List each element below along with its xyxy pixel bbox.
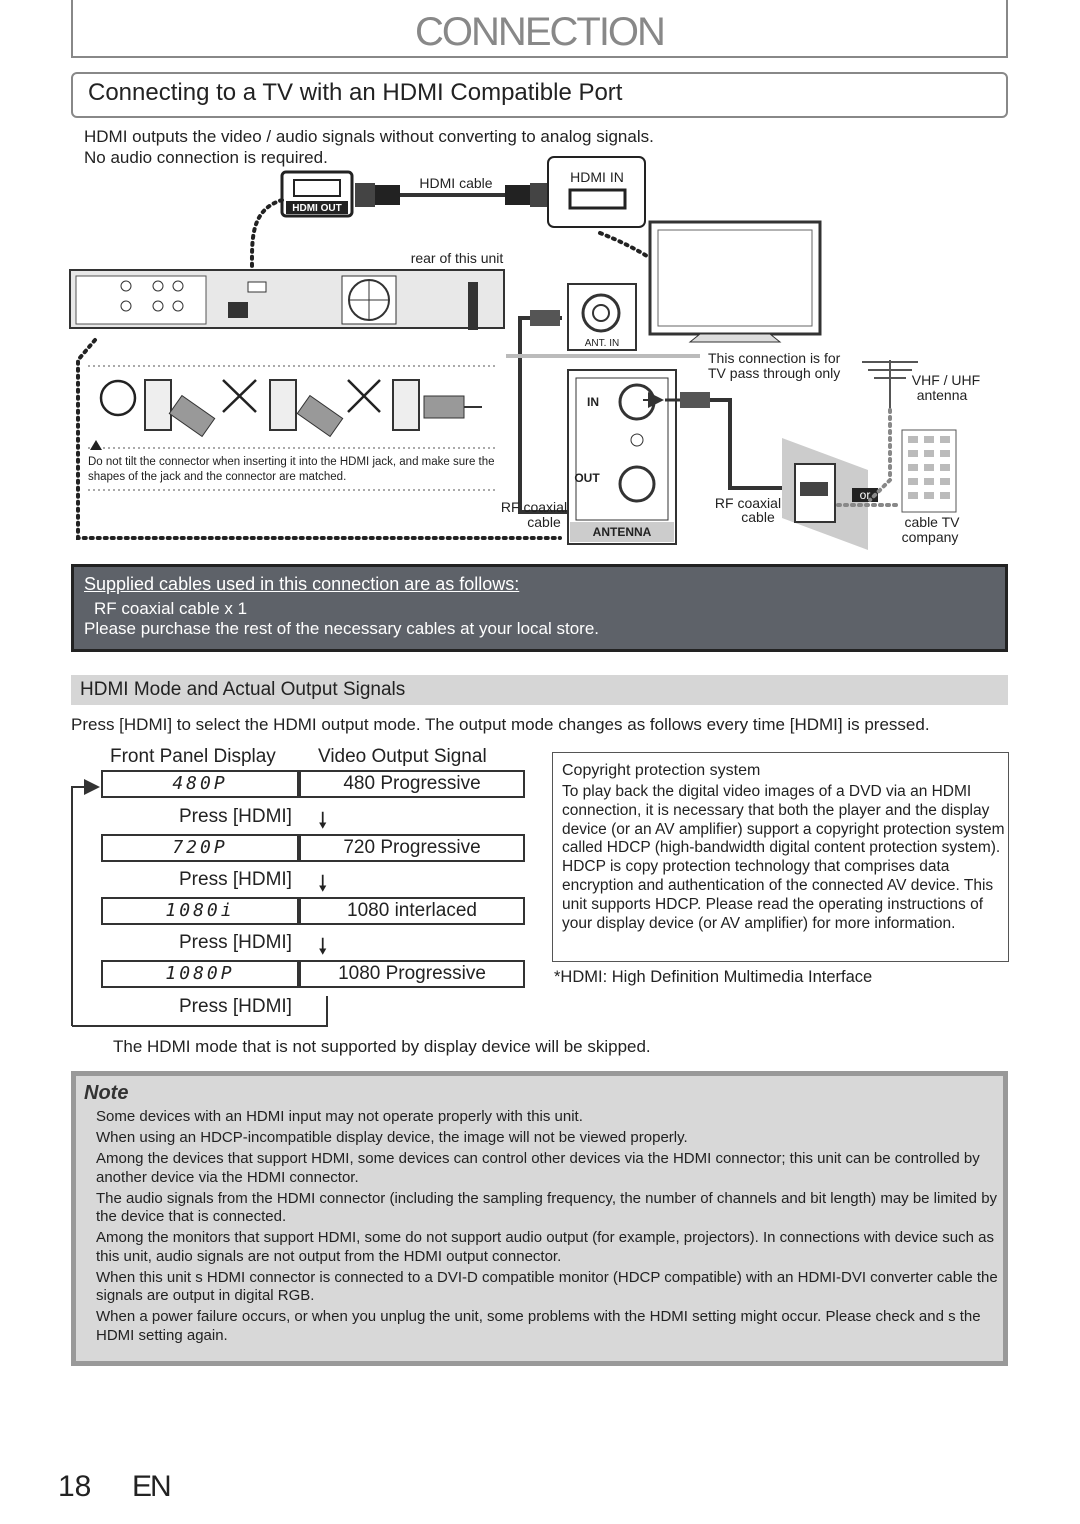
antenna-panel [568, 370, 676, 544]
signal-1080p: 1080 Progressive [299, 960, 525, 988]
warning-line-1: Do not tilt the connector when inserting it into the HDMI jack, and make sure the [88, 456, 495, 468]
warning-line-2: shapes of the jack and the connector are matched. [88, 471, 347, 483]
connector-examples [101, 380, 482, 436]
display-480p: 480P [101, 770, 299, 798]
display-720p: 720P [101, 834, 299, 862]
note-item: Among the monitors that support HDMI, some do not support audio output (for example, projectors). In connections with device such as this unit, audio signals are not output from the HDMI output connector. [96, 1229, 994, 1265]
note-item: Among the devices that support HDMI, some devices can control other devices via the HDMI connector; this unit can be controlled by another device via the HDMI connector. [96, 1150, 980, 1186]
hdmi-in-jack [548, 157, 645, 227]
or-label: or [859, 488, 871, 502]
in-label: IN [587, 395, 599, 409]
press-hdmi-2: Press [HDMI] [179, 869, 292, 890]
copyright-title: Copyright protection system [562, 762, 761, 779]
col-front-panel: Front Panel Display [110, 746, 276, 767]
pass-through-line1: This connection is for [708, 350, 841, 366]
intro-line-1: HDMI outputs the video / audio signals without converting to analog signals. [84, 127, 654, 146]
hdmi-mode-instruction: Press [HDMI] to select the HDMI output mode. The output mode changes as follows every time [HDMI] is pressed. [71, 715, 930, 734]
building-icon [902, 430, 956, 512]
col-video-output: Video Output Signal [318, 746, 487, 767]
copyright-text: To play back the digital video images of a DVD via an HDMI connection, it is necessary that both the player and the display device (or an AV amplifier) support a copyright protection system called HDCP (high-bandwidth digital content protection system). HDCP is copy protection technology that comprises data encryption and authentication of the connected AV device. This unit supports HDCP. Please read the operating instructions of your display device (or AV amplifier) for more information. [562, 783, 1005, 932]
signal-1080i: 1080 interlaced [299, 897, 525, 925]
pass-through-line2: TV pass through only [708, 365, 841, 381]
page-number: 18 [58, 1470, 92, 1503]
mode-loop-frame [60, 760, 340, 1032]
vhf-uhf-line1: VHF / UHF [911, 372, 981, 388]
supplied-cables-box [71, 564, 1008, 652]
ant-in-label: ANT. IN [584, 338, 620, 349]
hdmi-cable [355, 175, 550, 207]
hdmi-cable-label: HDMI cable [419, 175, 493, 191]
section-title: Connecting to a TV with an HDMI Compatible Port [88, 79, 623, 106]
signal-720p: 720 Progressive [299, 834, 525, 862]
ant-in-jack [568, 284, 636, 350]
hdmi-out-label: HDMI OUT [292, 203, 342, 214]
skip-note: The HDMI mode that is not supported by display device will be skipped. [113, 1037, 651, 1056]
note-item: Some devices with an HDMI input may not operate properly with this unit. [96, 1108, 583, 1125]
supplied-note: Please purchase the rest of the necessary cables at your local store. [84, 619, 599, 638]
press-hdmi-4: Press [HDMI] [179, 996, 292, 1017]
vhf-uhf-line2: antenna [916, 387, 968, 403]
display-1080i: 1080i [101, 897, 299, 925]
press-hdmi-3: Press [HDMI] [179, 932, 292, 953]
rf-coaxial-1-line2: cable [527, 514, 561, 530]
display-1080p: 1080P [101, 960, 299, 988]
note-title: Note [84, 1082, 129, 1104]
antenna-icon [862, 360, 918, 410]
note-item: When this unit s HDMI connector is connected to a DVI-D compatible monitor (HDCP compatible) with an HDMI-DVI converter cable the signals are output in digital RGB. [96, 1268, 998, 1304]
signal-480p: 480 Progressive [299, 770, 525, 798]
down-arrow-icon: 🠗 [318, 934, 328, 959]
supplied-title: Supplied cables used in this connection are as follows: [84, 574, 520, 594]
hdmi-out-jack [282, 172, 352, 216]
page-title: CONNECTION [415, 10, 664, 54]
rf-coaxial-1-line1: RF coaxial [500, 499, 568, 515]
hdmi-mode-title: HDMI Mode and Actual Output Signals [80, 679, 406, 700]
unit-rear-panel [70, 270, 504, 330]
cable-tv-line2: company [901, 529, 959, 545]
note-item: When using an HDCP-incompatible display device, the image will not be viewed properly. [96, 1129, 688, 1146]
cable-tv-line1: cable TV [904, 514, 960, 530]
note-item: The audio signals from the HDMI connector (including the sampling frequency, the number of channels and bit length) may be limited by the device that is connected. [96, 1189, 998, 1225]
out-label: OUT [574, 471, 600, 485]
hdmi-in-label: HDMI IN [570, 169, 624, 185]
rear-of-unit-label: rear of this unit [410, 250, 504, 266]
down-arrow-icon: 🠗 [318, 808, 328, 833]
tv-illustration [650, 222, 820, 342]
press-hdmi-1: Press [HDMI] [179, 806, 292, 827]
connection-diagram [0, 0, 1080, 560]
note-list [96, 1108, 1001, 1348]
supplied-item: RF coaxial cable x 1 [94, 599, 248, 618]
page-language: EN [132, 1470, 170, 1503]
note-item: When a power failure occurs, or when you unplug the unit, some problems with the HDMI setting might occur. Please check and s the HDMI setting again. [96, 1308, 981, 1344]
rf-coaxial-2-line1: RF coaxial [714, 495, 782, 511]
intro-line-2: No audio connection is required. [84, 148, 328, 167]
hdmi-definition: *HDMI: High Definition Multimedia Interface [554, 968, 873, 986]
rf-coaxial-2-line2: cable [741, 509, 775, 525]
antenna-label: ANTENNA [592, 525, 652, 539]
down-arrow-icon: 🠗 [318, 871, 328, 896]
warning-icon [90, 440, 102, 450]
